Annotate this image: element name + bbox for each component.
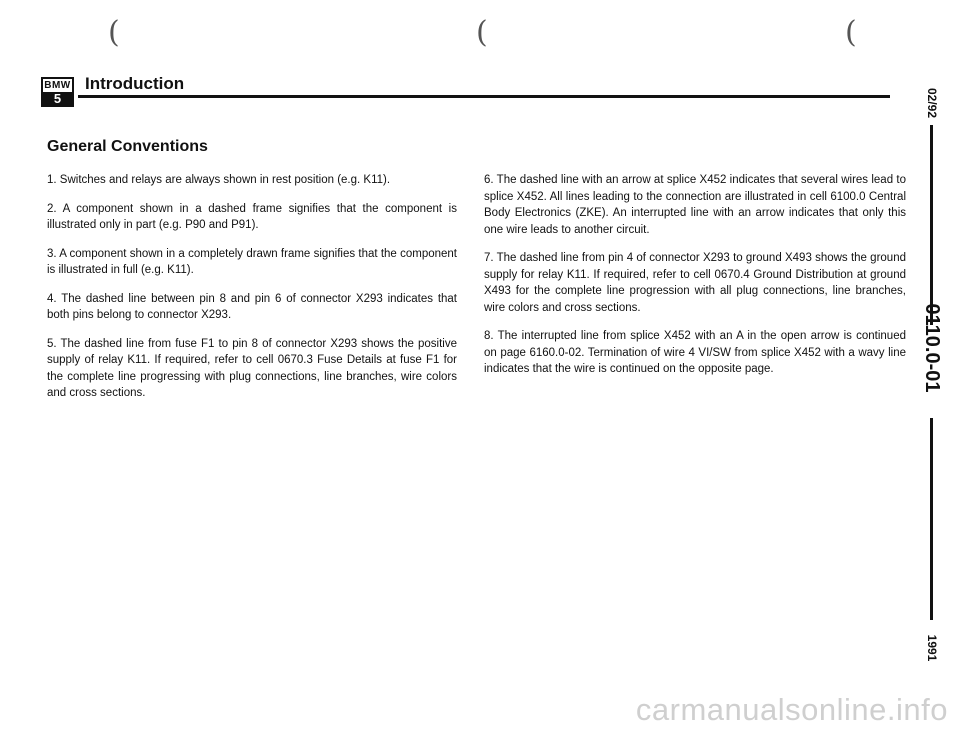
convention-paragraph-8: 8. The interrupted line from splice X452 with an A in the open arrow is continued on page 6160.0-02. Termination of wire 4 VI/SW from splice X452 with a wavy line indicates that the wire is continued on the opposite page. [484, 330, 906, 375]
header-divider [78, 95, 890, 98]
page-title: Introduction [85, 74, 185, 93]
right-column [484, 172, 906, 390]
section-title: General Conventions [47, 138, 208, 155]
site-watermark: carmanualsonline.info [635, 692, 948, 727]
convention-paragraph-4: 4. The dashed line between pin 8 and pin 6 of connector X293 indicates that both pins belong to connector X293. [47, 292, 457, 321]
bmw-5-series-logo [41, 77, 74, 107]
convention-paragraph-2: 2. A component shown in a dashed frame signifies that the component is illustrated only in part (e.g. P90 and P91). [47, 202, 457, 231]
side-rule-segment [930, 418, 933, 620]
convention-paragraph-7: 7. The dashed line from pin 4 of connector X293 to ground X493 shows the ground supply for relay K11. If required, refer to cell 0670.4 Ground Distribution at ground X493 for the complete line progression with all plug connections, line branches, wire colors and cross sections. [484, 252, 906, 314]
punch-mark: ( [108, 15, 120, 50]
convention-paragraph-1: 1. Switches and relays are always shown in rest position (e.g. K11). [47, 174, 391, 186]
left-column [47, 172, 457, 414]
convention-paragraph-3: 3. A component shown in a completely drawn frame signifies that the component is illustrated in full (e.g. K11). [47, 247, 457, 276]
revision-date: 02/92 [925, 87, 939, 119]
punch-mark: ( [476, 15, 488, 50]
punch-mark: ( [845, 15, 857, 50]
page-code: 0110.0-01 [921, 303, 943, 393]
logo-series-number: 5 [43, 92, 72, 105]
convention-paragraph-6: 6. The dashed line with an arrow at splice X452 indicates that several wires lead to splice X452. All lines leading to the connection are illustrated in cell 6100.0 Central Body Electronics (ZKE). An interrupted line with an arrow indicates that only this one wire leads to another circuit. [484, 174, 906, 236]
logo-brand-text: BMW [44, 80, 71, 91]
convention-paragraph-5: 5. The dashed line from fuse F1 to pin 8 of connector X293 shows the positive supply of relay K11. If required, refer to cell 0670.3 Fuse Details at fuse F1 for the complete line progressing with plug connections, line branches, wire colors and cross sections. [47, 337, 457, 399]
edition-year: 1991 [925, 634, 939, 662]
